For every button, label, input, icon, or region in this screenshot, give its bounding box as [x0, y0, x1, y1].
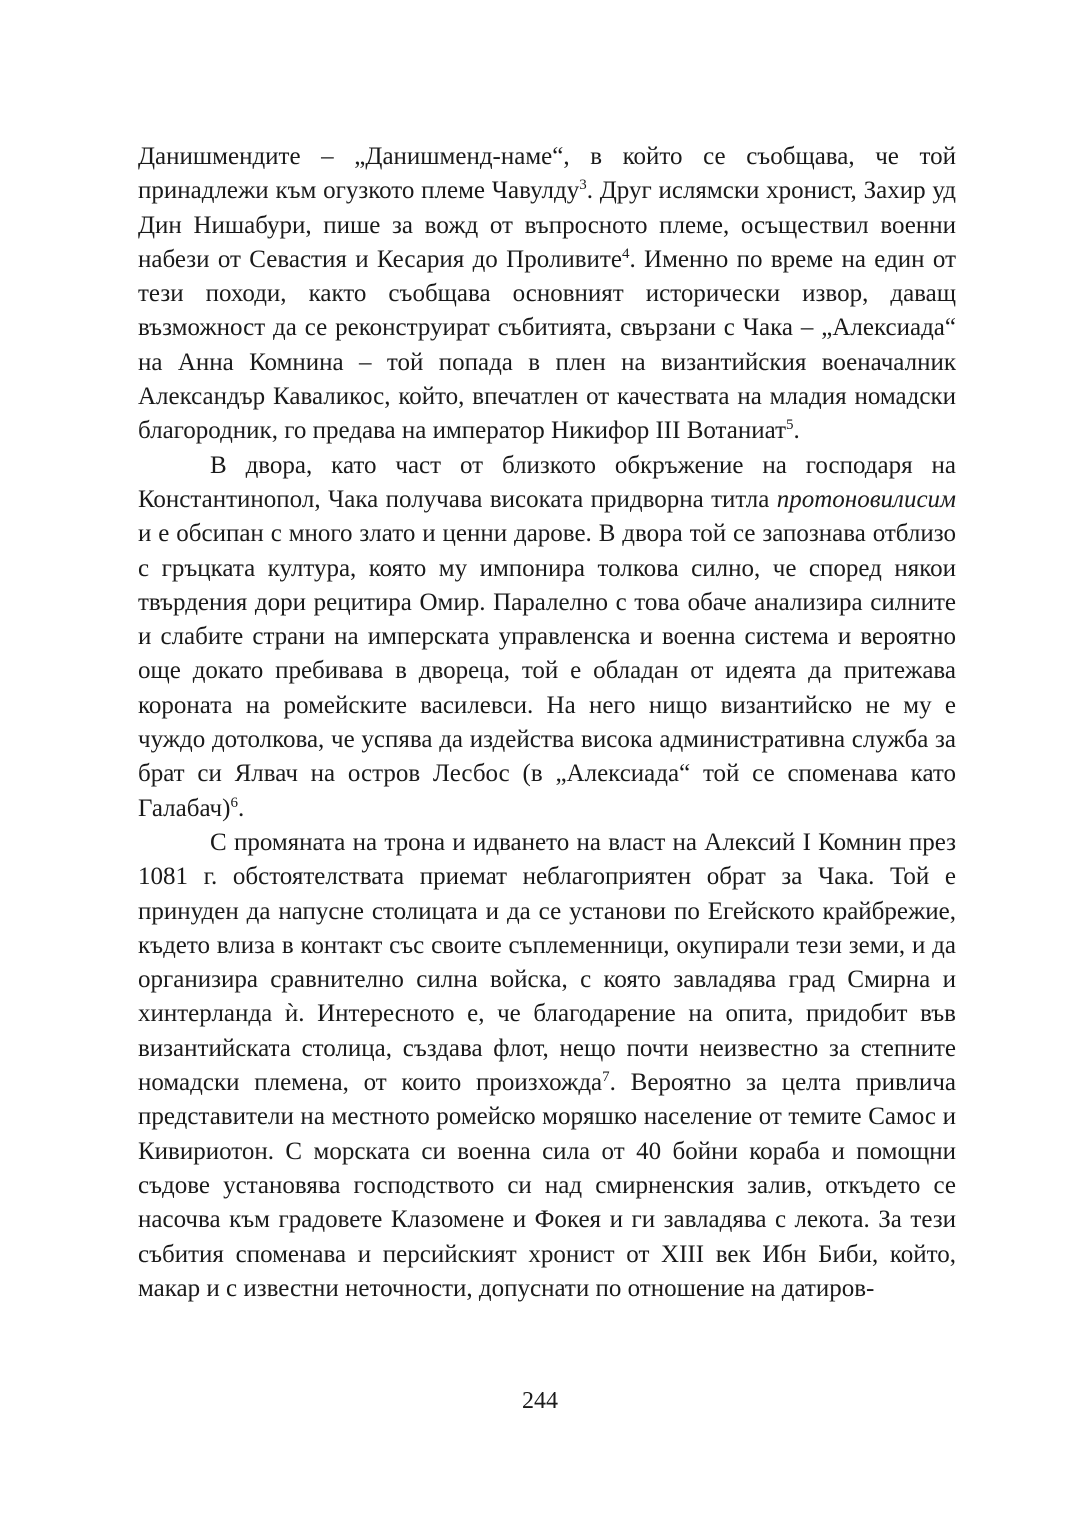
paragraph: [138, 140, 956, 449]
text-run: . Именно по време на един от тези походи, както съобщава основният исторически извор, даващ възможност да се реконструират събитията, свързани с Чака – „Алексиада“ на Анна Комнина – той попада в плен на византийския военачалник Александър Каваликос, който, впечатлен от качествата на младия номадски благородник, го предава на император Никифор III Вотаниат: [138, 245, 956, 445]
text-run: .: [793, 417, 800, 445]
text-run: С промяната на трона и идването на власт на Алексий I Комнин през 1081 г. обстоятелствата приемат неблагоприятен обрат за Чака. Той е принуден да напусне столицата и да се установи по Егейското крайбрежие, където влиза в контакт със своите съплеменници, окупирали тези земи, и да организира сравнително силна войска, с която завладява град Смирна и хинтерланда ѝ. Интересното е, че благодарение на опита, придобит във византийската столица, създава флот, нещо почти неизвестно за степните номадски племена, от които произхожда: [138, 828, 956, 1097]
footnote-ref: 3: [579, 177, 587, 194]
text-run: В двора, като част от близкото обкръжение на господаря на Константинопол, Чака получава високата придворна титла: [138, 451, 956, 513]
page-number: 244: [522, 1388, 558, 1414]
footnote-ref: 4: [621, 245, 630, 262]
text-run: .: [237, 794, 245, 822]
footnote-ref: 7: [602, 1069, 610, 1086]
italic-term: протоновилисим: [776, 485, 956, 513]
text-run: и е обсипан с много злато и ценни дарове. В двора той се запознава отблизо с гръцката култура, която му импонира толкова силно, че според някои твърдения дори рецитира Омир. Паралелно с това обаче анализира силните и слабите страни на имперската управленска и военна система и вероятно още докато пребивава в двореца, той е обладан от идеята да притежава короната на ромейските василевси. На него нищо византийско не му е чуждо дотолкова, че успява да издейства висока административна служба за брат си Ялвач на остров Лесбос (в „Алексиада“ той се споменава като Галабач): [138, 520, 956, 822]
text-run: Данишмендите – „Данишменд-наме“, в който се съобщава, че той принадлежи към огузкото племе Чавулду: [138, 143, 956, 205]
page-body: [138, 140, 956, 1306]
text-run: . Друг ислямски хронист, Захир уд Дин Нишабури, пише за вожд от въпросното племе, осъществил военни набези от Севастия и Кесария до Проливите: [138, 177, 956, 273]
text-run: . Вероятно за целта привлича представители на местното ромейско моряшко население от темите Самос и Кивириотон. С морската си военна сила от 40 бойни кораба и помощни съдове установява господството си над смирненския залив, откъдето се насочва към градовете Клазомене и Фокея и ги завладява с лекота. За тези събития споменава и персийският хронист от XIII век Ибн Биби, който, макар и с известни неточности, допуснати по отношение на датиров-: [138, 1069, 956, 1302]
footnote-ref: 6: [230, 794, 238, 811]
paragraph: [138, 826, 956, 1306]
footnote-ref: 5: [786, 417, 794, 434]
paragraph: [138, 449, 956, 826]
